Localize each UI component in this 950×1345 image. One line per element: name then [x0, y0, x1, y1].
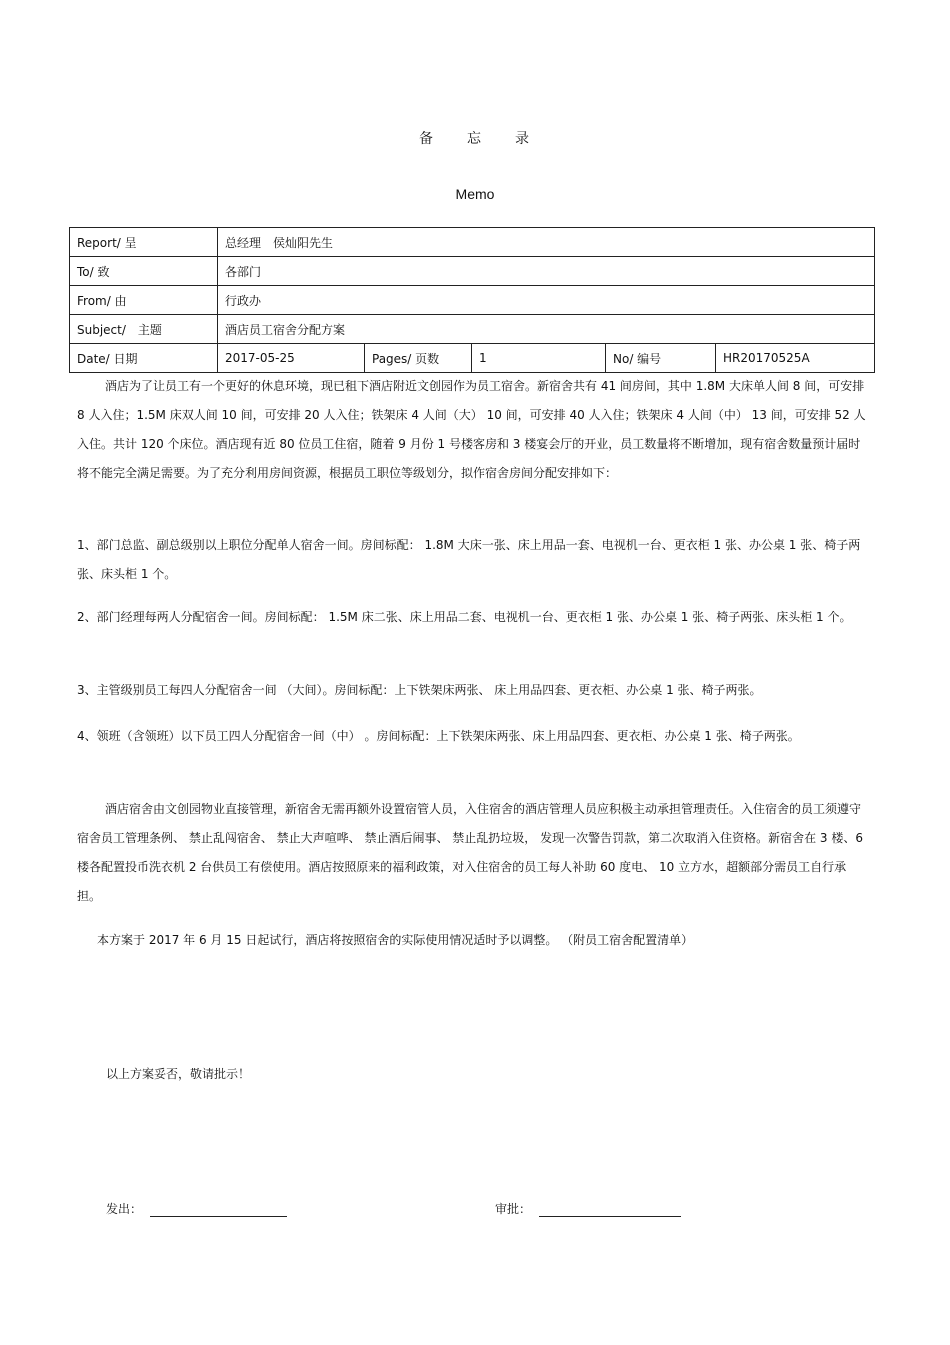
report-value: 总经理 侯灿阳先生	[218, 228, 875, 257]
report-label: Report/ 呈	[70, 228, 218, 257]
subject-value: 酒店员工宿舍分配方案	[218, 315, 875, 344]
item-2: 2、部门经理每两人分配宿舍一间。房间标配： 1.5M 床二张、床上用品二套、电视机一台、更衣柜 1 张、办公桌 1 张、椅子两张、床头柜 1 个。	[77, 610, 852, 624]
management-paragraph: 酒店宿舍由文创园物业直接管理，新宿舍无需再额外设置宿管人员，入住宿舍的酒店管理人员应积极主动承担管理责任。入住宿舍的员工须遵守宿舍员工管理条例、 禁止乱闯宿舍、 禁止大声喧哗、 禁止酒后闹事、 禁止乱扔垃圾， 发现一次警告罚款，第二次取消入住资格。新宿舍在 3 楼、6 楼各配置投币洗衣机 2 台供员工有偿使用。酒店按照原来的福利政策，对入住宿舍的员工每人补助 60 度电、 10 立方水，超额部分需员工自行承担。	[77, 802, 863, 903]
item-3: 3、主管级别员工每四人分配宿舍一间 （大间）。房间标配：上下铁架床两张、 床上用品四套、更衣柜、办公桌 1 张、椅子两张。	[77, 683, 762, 697]
from-label: From/ 由	[70, 286, 218, 315]
memo-title	[0, 128, 950, 148]
report-row	[70, 228, 875, 257]
date-row	[70, 344, 875, 373]
closing-text: 以上方案妥否，敬请批示！	[106, 1067, 251, 1081]
sender-label: 发出：	[106, 1202, 143, 1216]
title-char: 忘	[467, 131, 483, 147]
sender-signature-line	[150, 1202, 287, 1217]
no-value: HR20170525A	[716, 344, 875, 373]
item-1: 1、部门总监、副总级别以上职位分配单人宿舍一间。房间标配： 1.8M 大床一张、床上用品一套、电视机一台、更衣柜 1 张、办公桌 1 张、椅子两张、床头柜 1 个。	[77, 538, 861, 581]
approver-signature	[495, 1200, 681, 1217]
subject-label: Subject/ 主题	[70, 315, 218, 344]
pages-label: Pages/ 页数	[365, 344, 472, 373]
item-4: 4、领班（含领班）以下员工四人分配宿舍一间（中） 。房间标配：上下铁架床两张、床上用品四套、更衣柜、办公桌 1 张、椅子两张。	[77, 729, 800, 743]
no-label: No/ 编号	[606, 344, 716, 373]
memo-header-table	[69, 227, 875, 373]
to-row	[70, 257, 875, 286]
from-row	[70, 286, 875, 315]
title-char: 备	[419, 131, 435, 147]
to-label: To/ 致	[70, 257, 218, 286]
approver-signature-line	[539, 1202, 681, 1217]
sender-signature	[106, 1200, 287, 1217]
approver-label: 审批：	[495, 1202, 532, 1216]
to-value: 各部门	[218, 257, 875, 286]
title-char: 录	[515, 131, 531, 147]
date-label: Date/ 日期	[70, 344, 218, 373]
from-value: 行政办	[218, 286, 875, 315]
date-value: 2017-05-25	[218, 344, 365, 373]
subject-row	[70, 315, 875, 344]
effective-paragraph: 本方案于 2017 年 6 月 15 日起试行，酒店将按照宿舍的实际使用情况适时予以调整。 （附员工宿舍配置清单）	[97, 933, 694, 947]
pages-value: 1	[472, 344, 606, 373]
memo-subtitle: Memo	[455, 186, 495, 202]
intro-paragraph: 酒店为了让员工有一个更好的休息环境，现已租下酒店附近文创园作为员工宿舍。新宿舍共有 41 间房间，其中 1.8M 大床单人间 8 间，可安排 8 人入住；1.5M 床双人间 10 间，可安排 20 人入住；铁架床 4 人间（大） 10 间，可安排 40 人入住；铁架床 4 人间（中） 13 间，可安排 52 人入住。共计 120 个床位。酒店现有近 80 位员工住宿，随着 9 月份 1 号楼客房和 3 楼宴会厅的开业，员工数量将不断增加，现有宿舍数量预计届时将不能完全满足需要。为了充分利用房间资源，根据员工职位等级划分，拟作宿舍房间分配安排如下：	[77, 379, 866, 480]
